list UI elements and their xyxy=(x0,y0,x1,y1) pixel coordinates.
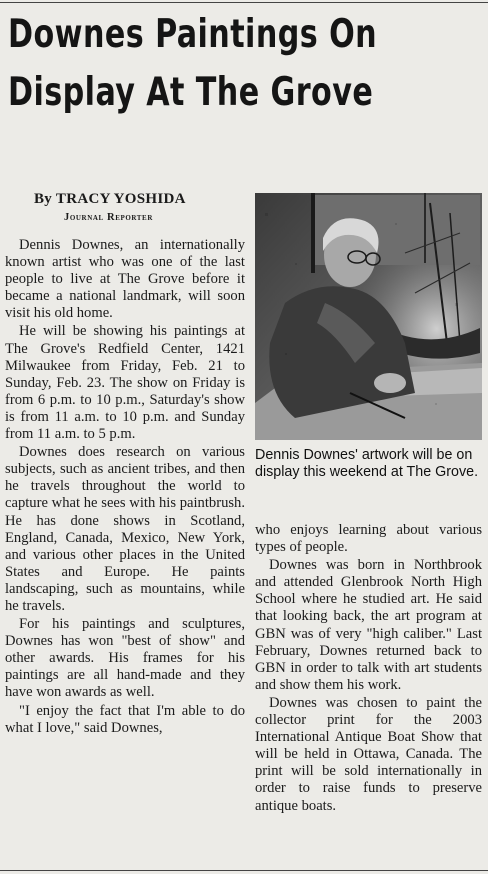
photo-caption: Dennis Downes' artwork will be on display this weekend at The Grove. xyxy=(255,447,479,480)
paragraph: Downes does research on various subjects, such as ancient tribes, and then he travels throughout the world to capture what he sees with his paintbrush. He has done shows in Scotland, England, Canada, Mexico, New York, and various other places in the United States and Europe. He paints landscaping, such as mountains, while he travels. xyxy=(5,444,245,614)
article-right-column xyxy=(255,522,482,815)
artist-photo-image xyxy=(255,193,482,440)
artist-photo xyxy=(255,193,482,440)
paragraph: Downes was born in Northbrook and attended Glenbrook North High School where he studied art. He said that looking back, the art program at GBN was of very "high caliber." Last February, Downes returned back to GBN in order to talk with art students and show them his work. xyxy=(255,557,482,693)
top-rule xyxy=(0,2,488,3)
byline-title: Journal Reporter xyxy=(64,212,153,223)
byline: By TRACY YOSHIDA xyxy=(34,191,186,207)
paragraph: He will be showing his paintings at The Grove's Redfield Center, 1421 Milwaukee from Friday, Feb. 21 to Sunday, Feb. 23. The show on Friday is from 6 p.m. to 10 p.m., Saturday's show is from 11 a.m. to 10 p.m. and Sunday from 11 a.m. to 5 p.m. xyxy=(5,323,245,443)
headline-line-1: Downes Paintings On xyxy=(8,12,378,57)
paragraph: Downes was chosen to paint the collector print for the 2003 International Antique Boat Show that will be held in Ottawa, Canada. The print will be sold internationally in order to raise funds to preserve antique boats. xyxy=(255,694,482,814)
bottom-rule xyxy=(0,870,488,871)
article-left-column xyxy=(5,237,245,737)
paragraph: who enjoys learning about various types of people. xyxy=(255,522,482,556)
paragraph: "I enjoy the fact that I'm able to do what I love," said Downes, xyxy=(5,702,245,736)
headline xyxy=(8,6,414,122)
headline-line-2: Display At The Grove xyxy=(8,70,374,115)
paragraph: For his paintings and sculptures, Downes has won "best of show" and other awards. His frames for his paintings are all hand-made and they have won awards as well. xyxy=(5,616,245,701)
paragraph: Dennis Downes, an internationally known artist who was one of the last people to live at The Grove before it became a national landmark, will soon visit his old home. xyxy=(5,237,245,322)
